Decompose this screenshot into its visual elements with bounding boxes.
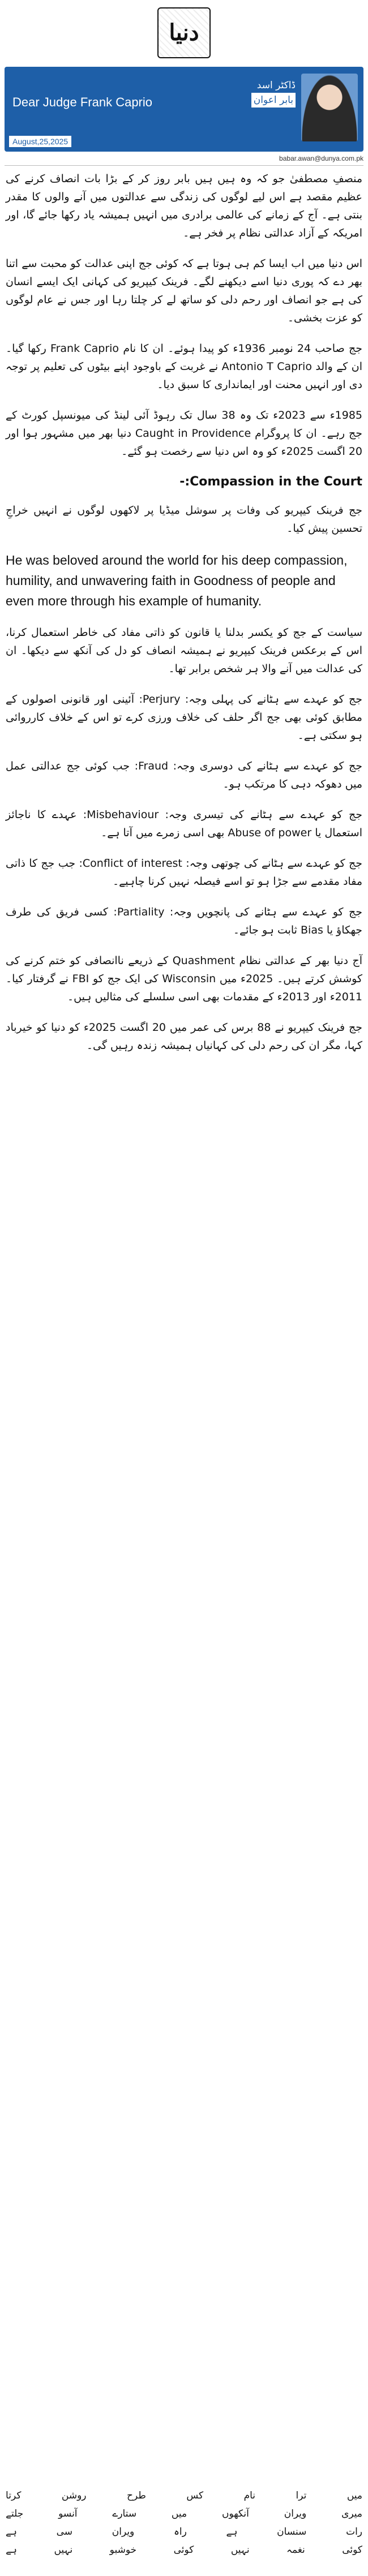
poem-word: خوشبو (109, 2544, 137, 2556)
poem-row-2 (6, 2505, 362, 2523)
poem-row-3 (6, 2523, 362, 2541)
paragraph-2: اس دنیا میں اب ایسا کم ہی ہوتا ہے کہ کوئی جج اپنی عدالت کو محبت سے اتنا بھر دے کہ پوری دنیا اسے دیکھنے لگے۔ فرینک کیپریو کی کہانی ایک ایسے انسان کی ہے جو انصاف اور رحم دلی کو ساتھ لے کر چلتا رہا اور جس نے عام لوگوں کو عزت بخشی۔ (6, 257, 362, 324)
logo-text: دنیا (169, 19, 199, 46)
poem-word: میں (171, 2508, 187, 2519)
poem-word: ہے (226, 2526, 238, 2538)
poem-word: نام (243, 2490, 256, 2501)
poem-word: نغمہ (286, 2544, 305, 2556)
paragraph-12: آج دنیا بھر کے عدالتی نظام Quashment کے ذریعے ناانصافی کو ختم کرنے کی کوشش کرتے ہیں۔ 2025ء میں Wisconsin کی ایک جج کو FBI نے گرفتار کیا۔ 2011ء اور 2013ء کے مقدمات بھی اسی سلسلے کی مثالیں ہیں۔ (6, 954, 363, 1003)
poem-word: راہ (173, 2526, 187, 2538)
poem-word: کرتا (6, 2490, 22, 2501)
poem-word: جلتے (6, 2508, 24, 2519)
poem-word: ترا (296, 2490, 307, 2501)
column-title: Dear Judge Frank Caprio (12, 95, 153, 109)
poem-word: آنسو (58, 2508, 78, 2519)
poem-word: ہے (6, 2526, 17, 2538)
masthead (0, 0, 368, 65)
paragraph-4: 1985ء سے 2023ء تک وہ 38 سال تک رہوڈ آئی لینڈ کی میونسپل کورٹ کے جج رہے۔ ان کا پروگرام Caught in Providence دنیا بھر میں مشہور ہوا اور 20 اگست 2025ء کو وہ اس دنیا سے رخصت ہو گئے۔ (6, 409, 362, 458)
poem-word: ویران (112, 2526, 135, 2538)
poem-word: ستارے (112, 2508, 137, 2519)
poem-word: نہیں (230, 2544, 250, 2556)
paragraph-6: سیاست کے جج کو یکسر بدلنا یا قانون کو ذاتی مفاد کی خاطر استعمال کرنا، اس کے برعکس فرینک کیپریو نے ہمیشہ انصاف کو دل کی آنکھ سے دیکھا۔ ان کی عدالت میں آنے والا ہر شخص برابر تھا۔ (6, 626, 362, 675)
poem-word: رات (346, 2526, 362, 2538)
english-quote: He was beloved around the world for his deep compassion, humility, and unwavering faith in Goodness of people and even more through his example of humanity. (6, 553, 348, 608)
poem-word: روشن (61, 2490, 87, 2501)
paragraph-5: جج فرینک کیپریو کی وفات پر سوشل میڈیا پر لاکھوں لوگوں نے انہیں خراجِ تحسین پیش کیا۔ (6, 504, 362, 535)
paragraph-1: منصفِ مصطفیٰ جو کہ وہ ہیں ہیں بابر روز کر کے بڑا بات انصاف کرنے کی عظیم مقصد ہے اس لیے لوگوں کی زندگی سے عدالتوں میں آنے والوں کا مقدر بنتی ہے۔ آج کے زمانے کی عالمی برادری میں انہیں ہمیشہ یاد رکھا جائے گا، اور امریکہ کے آزاد عدالتی نظام پر فخر ہے۔ (6, 173, 362, 239)
poem-word: ویران (284, 2508, 307, 2519)
poem-word: طرح (126, 2490, 146, 2501)
paragraph-11: جج کو عہدے سے ہٹانے کی پانچویں وجہ: Partiality: کسی فریق کی طرف جھکاؤ یا Bias ثابت ہو جائے۔ (6, 906, 362, 936)
poem-row-4 (6, 2541, 362, 2559)
column-date: August,25,2025 (9, 136, 71, 147)
poem-word: میں (346, 2490, 362, 2501)
poem-word: کس (186, 2490, 204, 2501)
author-block (211, 78, 296, 107)
poem-word: نہیں (54, 2544, 73, 2556)
poem-word: سنسان (277, 2526, 307, 2538)
poem-word: کوئی (173, 2544, 194, 2556)
poem-word: سی (56, 2526, 73, 2538)
poem-word: میری (341, 2508, 362, 2519)
poem-word: آنکھوں (221, 2508, 249, 2519)
author-title: ڈاکٹر اسد (256, 80, 296, 91)
paragraph-13: جج فرینک کیپریو نے 88 برس کی عمر میں 20 اگست 2025ء کو دنیا کو خیرباد کہا، مگر ان کی رحم دلی کی کہانیاں ہمیشہ زندہ رہیں گی۔ (6, 1021, 363, 1052)
poem-word: ہے (6, 2544, 17, 2556)
newspaper-logo (157, 7, 211, 58)
column-banner (5, 67, 363, 152)
paragraph-10: جج کو عہدے سے ہٹانے کی چوتھی وجہ: Conflict of interest: جب جج کا ذاتی مفاد مقدمے سے جڑا ہو تو اسے فیصلہ نہیں کرنا چاہیے۔ (6, 857, 363, 888)
poem-block (6, 2487, 362, 2559)
poem-word: کوئی (342, 2544, 362, 2556)
paragraph-9: جج کو عہدے سے ہٹانے کی تیسری وجہ: Misbehaviour: عہدے کا ناجائز استعمال یا Abuse of power بھی اسی زمرے میں آتا ہے۔ (6, 809, 362, 839)
author-email[interactable]: babar.awan@dunya.com.pk (5, 152, 363, 166)
article-body (6, 170, 362, 1067)
author-name: بابر اعوان (251, 93, 296, 107)
section-heading: Compassion in the Court:- (179, 475, 362, 489)
paragraph-7: جج کو عہدے سے ہٹانے کی پہلی وجہ: Perjury: آئینی اور قانونی اصولوں کے مطابق کوئی بھی جج اگر حلف کی خلاف ورزی کرے تو اس کے خلاف کارروائی ہو سکتی ہے۔ (6, 693, 362, 742)
paragraph-3: جج صاحب 24 نومبر 1936ء کو پیدا ہوئے۔ ان کا نام Frank Caprio رکھا گیا۔ ان کے والد Antonio T Caprio نے غربت کے باوجود اپنے بیٹوں کی تعلیم پر توجہ دی اور انہیں محنت اور ایمانداری کا سبق دیا۔ (6, 342, 362, 391)
paragraph-8: جج کو عہدے سے ہٹانے کی دوسری وجہ: Fraud: جب کوئی جج عدالتی عمل میں دھوکہ دہی کا مرتکب ہو۔ (6, 760, 362, 790)
author-photo (301, 74, 358, 141)
poem-row-1 (6, 2487, 362, 2505)
